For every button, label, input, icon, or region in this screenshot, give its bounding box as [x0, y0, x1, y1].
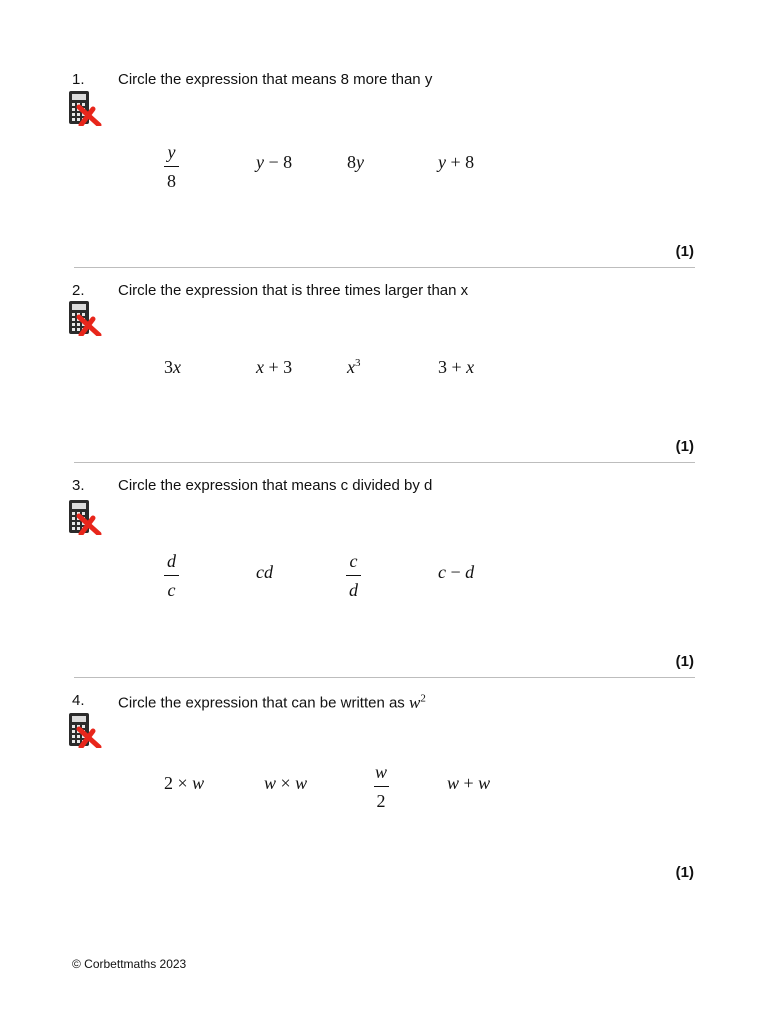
calculator-not-allowed-icon: [68, 712, 102, 748]
option-x-cubed[interactable]: $x^3$: [347, 357, 361, 377]
question-prompt: Circle the expression that is three times larger than x: [118, 282, 469, 299]
marks-label: (1): [675, 653, 694, 670]
question-prompt: Circle the expression that means 8 more than y: [118, 71, 433, 88]
fraction-numerator: d: [167, 551, 176, 571]
question-number: 2.: [72, 282, 85, 299]
question-prompt: [118, 692, 426, 713]
marks-label: (1): [675, 864, 694, 881]
fraction-denominator: 2: [376, 791, 386, 811]
fraction-denominator: d: [349, 580, 358, 600]
marks-label: (1): [675, 243, 694, 260]
fraction-numerator: y: [167, 142, 176, 162]
option-2-times-w[interactable]: 2 × w: [164, 773, 205, 793]
option-y-minus-8[interactable]: y − 8: [256, 152, 293, 172]
option-3x[interactable]: 3x: [164, 357, 181, 377]
option-w-times-w[interactable]: w × w: [264, 773, 308, 793]
option-d-over-c[interactable]: [164, 551, 179, 599]
calculator-not-allowed-icon: [68, 90, 102, 126]
marks-label: (1): [675, 438, 694, 455]
fraction-denominator: 8: [167, 171, 176, 191]
calculator-not-allowed-icon: [68, 499, 102, 535]
prompt-math-exponent: 2: [420, 692, 426, 704]
fraction-bar: [374, 786, 389, 787]
option-w-plus-w[interactable]: w + w: [447, 773, 491, 793]
divider: [74, 677, 695, 678]
fraction-numerator: c: [349, 551, 358, 571]
question-number: 4.: [72, 692, 85, 709]
divider: [74, 267, 695, 268]
copyright-footer: © Corbettmaths 2023: [72, 957, 187, 971]
fraction-numerator: w: [375, 762, 388, 782]
option-c-over-d[interactable]: [346, 551, 361, 599]
option-c-minus-d[interactable]: c − d: [438, 562, 475, 582]
option-y-plus-8[interactable]: y + 8: [438, 152, 475, 172]
question-number: 1.: [72, 71, 85, 88]
question-number: 3.: [72, 477, 85, 494]
prompt-math-base: w: [408, 692, 421, 712]
option-y-over-8[interactable]: [164, 142, 179, 190]
fraction-bar: [164, 575, 179, 576]
divider: [74, 462, 695, 463]
prompt-math: [409, 693, 426, 712]
option-x-plus-3[interactable]: x + 3: [256, 357, 293, 377]
question-prompt: Circle the expression that means c divided by d: [118, 477, 433, 494]
question-prompt-text: Circle the expression that can be written as: [118, 694, 405, 712]
fraction-bar: [164, 166, 179, 167]
fraction-denominator: c: [167, 580, 176, 600]
option-3-plus-x[interactable]: 3 + x: [438, 357, 475, 377]
option-w-over-2[interactable]: [373, 762, 389, 810]
calculator-not-allowed-icon: [68, 300, 102, 336]
option-cd[interactable]: cd: [256, 562, 273, 582]
fraction-bar: [346, 575, 361, 576]
option-8y[interactable]: 8y: [347, 152, 364, 172]
